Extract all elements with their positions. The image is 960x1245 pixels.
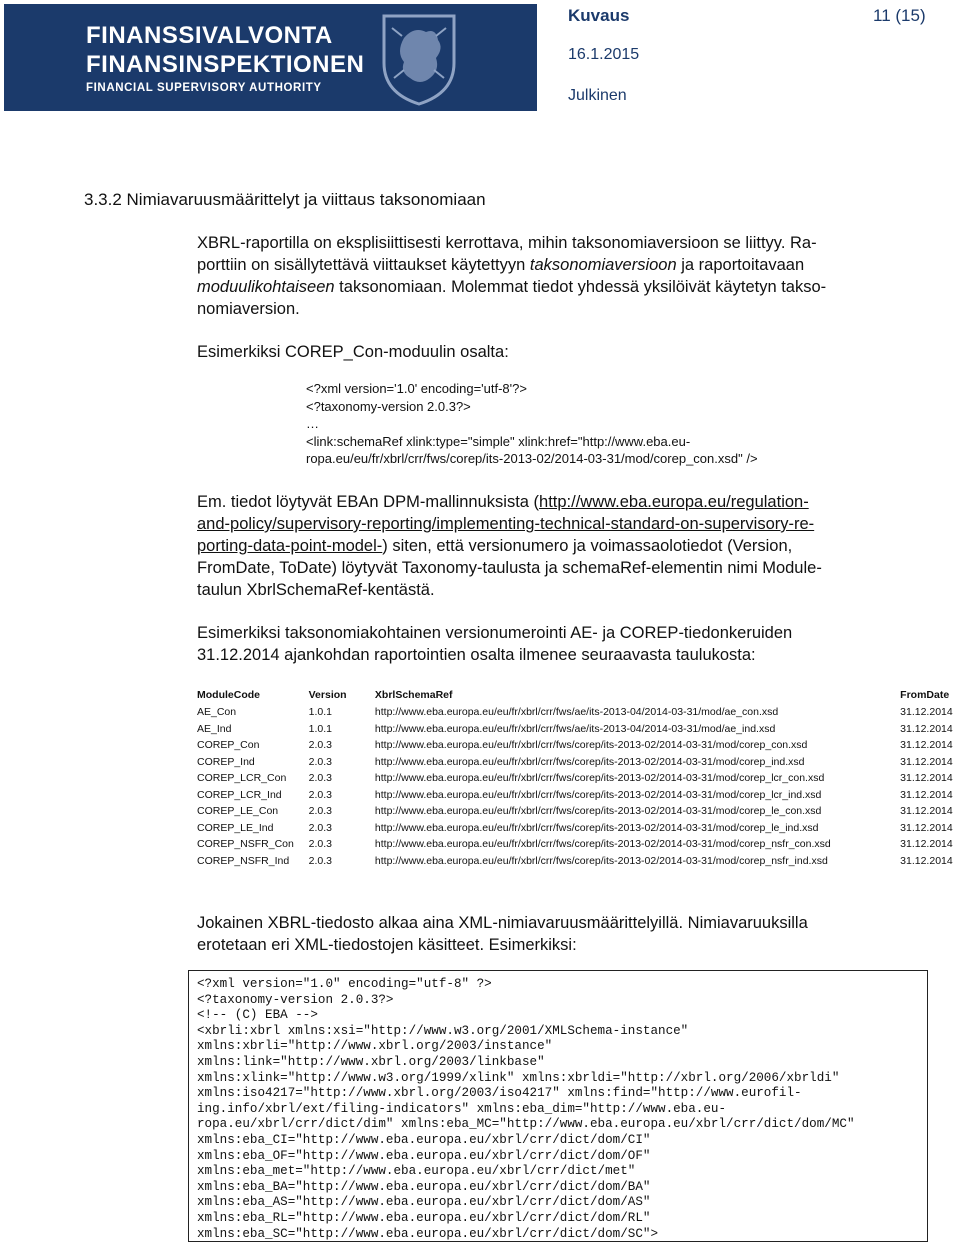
cell-fromdate: 31.12.2014 (900, 788, 953, 801)
eba-dpm-link[interactable]: http://www.eba.europa.eu/regulation- (539, 493, 809, 511)
code-line: xmlns:eba_AS="http://www.eba.europa.eu/xbrl/crr/dict/dom/AS" (197, 1195, 651, 1210)
document-date: 16.1.2015 (568, 46, 640, 63)
code-line: xmlns:eba_SC="http://www.eba.europa.eu/xbrl/crr/dict/dom/SC"> (197, 1226, 659, 1241)
cell-version: 2.0.3 (308, 788, 332, 801)
cell-version: 2.0.3 (308, 739, 332, 752)
text-line: erotetaan eri XML-tiedostojen käsitteet. Esimerkiksi: (197, 936, 577, 954)
page-number: 11 (15) (873, 6, 926, 25)
cell-fromdate: 31.12.2014 (900, 838, 953, 851)
text-line (197, 254, 902, 276)
cell-version: 1.0.1 (308, 706, 332, 719)
text-line: taulun XbrlSchemaRef-kentästä. (197, 581, 435, 599)
col-header-xbrlschemaref: XbrlSchemaRef (374, 689, 453, 701)
cell-fromdate: 31.12.2014 (900, 755, 953, 768)
text-line: nomiaversion. (197, 300, 300, 318)
table-row (197, 721, 960, 738)
cell-xbrlschemaref: http://www.eba.europa.eu/eu/fr/xbrl/crr/fws/corep/its-2013-02/2014-03-31/mod/corep_lcr_con.xsd (374, 772, 825, 785)
table-row (197, 737, 960, 754)
source-paragraph (197, 491, 902, 601)
cell-version: 2.0.3 (308, 821, 332, 834)
cell-fromdate: 31.12.2014 (900, 854, 953, 867)
italic-term: taksonomiaversioon (529, 256, 677, 274)
cell-modulecode: AE_Ind (197, 722, 232, 735)
cell-version: 2.0.3 (308, 755, 332, 768)
cell-modulecode: COREP_LCR_Con (197, 772, 287, 785)
eba-dpm-link-end[interactable]: porting-data-point-model- (197, 537, 383, 555)
cell-xbrlschemaref: http://www.eba.europa.eu/eu/fr/xbrl/crr/fws/corep/its-2013-02/2014-03-31/mod/corep_nsfr_ind.xsd (374, 854, 828, 867)
col-header-modulecode: ModuleCode (197, 689, 260, 701)
cell-fromdate: 31.12.2014 (900, 722, 953, 735)
text-line (197, 513, 902, 535)
example-intro: Esimerkiksi COREP_Con-moduulin osalta: (197, 343, 509, 361)
col-header-version: Version (308, 689, 347, 701)
text-span: ja raportoitavaan (676, 256, 805, 274)
xml-line: ropa.eu/eu/fr/xbrl/crr/fws/corep/its-2013-02/2014-03-31/mod/corep_con.xsd" /> (306, 451, 758, 466)
section-title: 3.3.2 Nimiavaruusmäärittelyt ja viittaus taksonomiaan (84, 190, 486, 209)
namespace-code-box (188, 970, 928, 1242)
text-line: 31.12.2014 ajankohdan raportointien osalta ilmenee seuraavasta taulukosta: (197, 646, 756, 664)
cell-version: 2.0.3 (308, 772, 332, 785)
table-row (197, 820, 960, 837)
cell-xbrlschemaref: http://www.eba.europa.eu/eu/fr/xbrl/crr/fws/ae/its-2013-04/2014-03-31/mod/ae_ind.xsd (374, 722, 776, 735)
eba-dpm-link-cont[interactable]: and-policy/supervisory-reporting/implementing-technical-standard-on-supervisory-re- (197, 515, 815, 533)
table-row (197, 836, 960, 853)
cell-modulecode: COREP_NSFR_Con (197, 838, 294, 851)
table-row (197, 787, 960, 804)
cell-fromdate: 31.12.2014 (900, 706, 953, 719)
cell-version: 2.0.3 (308, 805, 332, 818)
cell-xbrlschemaref: http://www.eba.europa.eu/eu/fr/xbrl/crr/fws/corep/its-2013-02/2014-03-31/mod/corep_ind.xsd (374, 755, 805, 768)
text-line (197, 491, 902, 513)
xml-line: <?xml version='1.0' encoding='utf-8'?> (306, 381, 527, 396)
module-version-table (197, 686, 960, 869)
cell-xbrlschemaref: http://www.eba.europa.eu/eu/fr/xbrl/crr/fws/corep/its-2013-02/2014-03-31/mod/corep_nsfr_con.xsd (374, 838, 831, 851)
code-line: xmlns:xlink="http://www.w3.org/1999/xlink" xmlns:xbrldi="http://xbrl.org/2006/xbrldi" (197, 1070, 840, 1085)
code-line: xmlns:link="http://www.xbrl.org/2003/linkbase" (197, 1054, 545, 1069)
text-line: Esimerkiksi taksonomiakohtainen versionumerointi AE- ja COREP-tiedonkeruiden (197, 624, 793, 642)
namespace-paragraph (197, 912, 902, 956)
table-row (197, 770, 960, 787)
text-span: ) siten, että versionumero ja voimassaolotiedot (Version, (382, 537, 793, 555)
text-line: Jokainen XBRL-tiedosto alkaa aina XML-nimiavaruusmäärittelyillä. Nimiavaruuksilla (197, 914, 808, 932)
code-line: <?taxonomy-version 2.0.3?> (197, 992, 394, 1007)
code-line: xmlns:iso4217="http://www.xbrl.org/2003/iso4217" xmlns:find="http://www.eurofil- (197, 1086, 802, 1101)
text-span: taksonomiaan. Molemmat tiedot yhdessä yksilöivät käytetyn takso- (334, 278, 827, 296)
code-line: xmlns:eba_BA="http://www.eba.europa.eu/xbrl/crr/dict/dom/BA" (197, 1179, 651, 1194)
xml-line: <?taxonomy-version 2.0.3?> (306, 398, 471, 414)
table-row (197, 803, 960, 820)
document-type: Kuvaus (568, 6, 630, 25)
cell-modulecode: COREP_LE_Ind (197, 821, 274, 834)
text-line (197, 276, 902, 298)
code-line: xmlns:xbrli="http://www.xbrl.org/2003/instance" (197, 1039, 553, 1054)
cell-xbrlschemaref: http://www.eba.europa.eu/eu/fr/xbrl/crr/fws/corep/its-2013-02/2014-03-31/mod/corep_le_ind.xsd (374, 821, 819, 834)
table-row (197, 704, 960, 721)
cell-modulecode: AE_Con (197, 706, 237, 719)
logo-text-english: FINANCIAL SUPERVISORY AUTHORITY (86, 82, 322, 94)
italic-term: moduulikohtaiseen (197, 278, 335, 296)
logo-banner (4, 4, 537, 111)
xml-line: … (306, 416, 319, 431)
text-span: porttiin on sisällytettävä viittaukset käytettyyn (197, 256, 530, 274)
code-line: xmlns:eba_CI="http://www.eba.europa.eu/xbrl/crr/dict/dom/CI" (197, 1132, 651, 1147)
cell-version: 1.0.1 (308, 722, 332, 735)
table-row (197, 853, 960, 870)
code-line: xmlns:eba_OF="http://www.eba.europa.eu/xbrl/crr/dict/dom/OF" (197, 1148, 651, 1163)
code-line: <!-- (C) EBA --> (197, 1008, 318, 1023)
classification-label: Julkinen (568, 87, 627, 104)
text-span: Em. tiedot löytyvät EBAn DPM-mallinnuksista ( (197, 493, 540, 511)
cell-modulecode: COREP_LE_Con (197, 805, 279, 818)
cell-xbrlschemaref: http://www.eba.europa.eu/eu/fr/xbrl/crr/fws/ae/its-2013-04/2014-03-31/mod/ae_con.xsd (374, 706, 779, 719)
cell-modulecode: COREP_Con (197, 739, 260, 752)
cell-xbrlschemaref: http://www.eba.europa.eu/eu/fr/xbrl/crr/fws/corep/its-2013-02/2014-03-31/mod/corep_con.xsd (374, 739, 808, 752)
xml-example (306, 380, 826, 468)
cell-modulecode: COREP_NSFR_Ind (197, 854, 290, 867)
cell-fromdate: 31.12.2014 (900, 805, 953, 818)
table-intro (197, 622, 902, 666)
cell-fromdate: 31.12.2014 (900, 739, 953, 752)
code-line: ropa.eu/xbrl/crr/dict/dim" xmlns:eba_MC="http://www.eba.europa.eu/xbrl/crr/dict/dom/MC" (197, 1117, 855, 1132)
code-line: <?xml version="1.0" encoding="utf-8" ?> (197, 977, 492, 991)
col-header-fromdate: FromDate (900, 689, 950, 701)
cell-modulecode: COREP_LCR_Ind (197, 788, 282, 801)
logo-text-swedish: FINANSINSPEKTIONEN (86, 51, 365, 78)
text-line (197, 535, 902, 557)
lion-emblem-icon (374, 8, 464, 108)
xml-line: <link:schemaRef xlink:type="simple" xlink:href="http://www.eba.eu- (306, 433, 691, 449)
text-line: XBRL-raportilla on eksplisiittisesti kerrottava, mihin taksonomiaversioon se liittyy. Ra- (197, 234, 817, 252)
cell-fromdate: 31.12.2014 (900, 821, 953, 834)
code-line: <xbrli:xbrl xmlns:xsi="http://www.w3.org/2001/XMLSchema-instance" (197, 1023, 689, 1038)
cell-xbrlschemaref: http://www.eba.europa.eu/eu/fr/xbrl/crr/fws/corep/its-2013-02/2014-03-31/mod/corep_lcr_ind.xsd (374, 788, 822, 801)
code-line: xmlns:eba_met="http://www.eba.europa.eu/xbrl/crr/dict/met" (197, 1164, 636, 1179)
code-line: xmlns:eba_RL="http://www.eba.europa.eu/xbrl/crr/dict/dom/RL" (197, 1210, 651, 1225)
table-row (197, 754, 960, 771)
cell-xbrlschemaref: http://www.eba.europa.eu/eu/fr/xbrl/crr/fws/corep/its-2013-02/2014-03-31/mod/corep_le_con.xsd (374, 805, 822, 818)
intro-paragraph (197, 232, 902, 320)
cell-version: 2.0.3 (308, 838, 332, 851)
cell-modulecode: COREP_Ind (197, 755, 255, 768)
text-line: FromDate, ToDate) löytyvät Taxonomy-taulusta ja schemaRef-elementin nimi Module- (197, 559, 822, 577)
logo-text-finnish: FINANSSIVALVONTA (86, 22, 333, 49)
cell-version: 2.0.3 (308, 854, 332, 867)
code-line: ing.info/xbrl/ext/filing-indicators" xmlns:eba_dim="http://www.eba.eu- (197, 1101, 727, 1116)
table-header-row (197, 686, 960, 704)
cell-fromdate: 31.12.2014 (900, 772, 953, 785)
